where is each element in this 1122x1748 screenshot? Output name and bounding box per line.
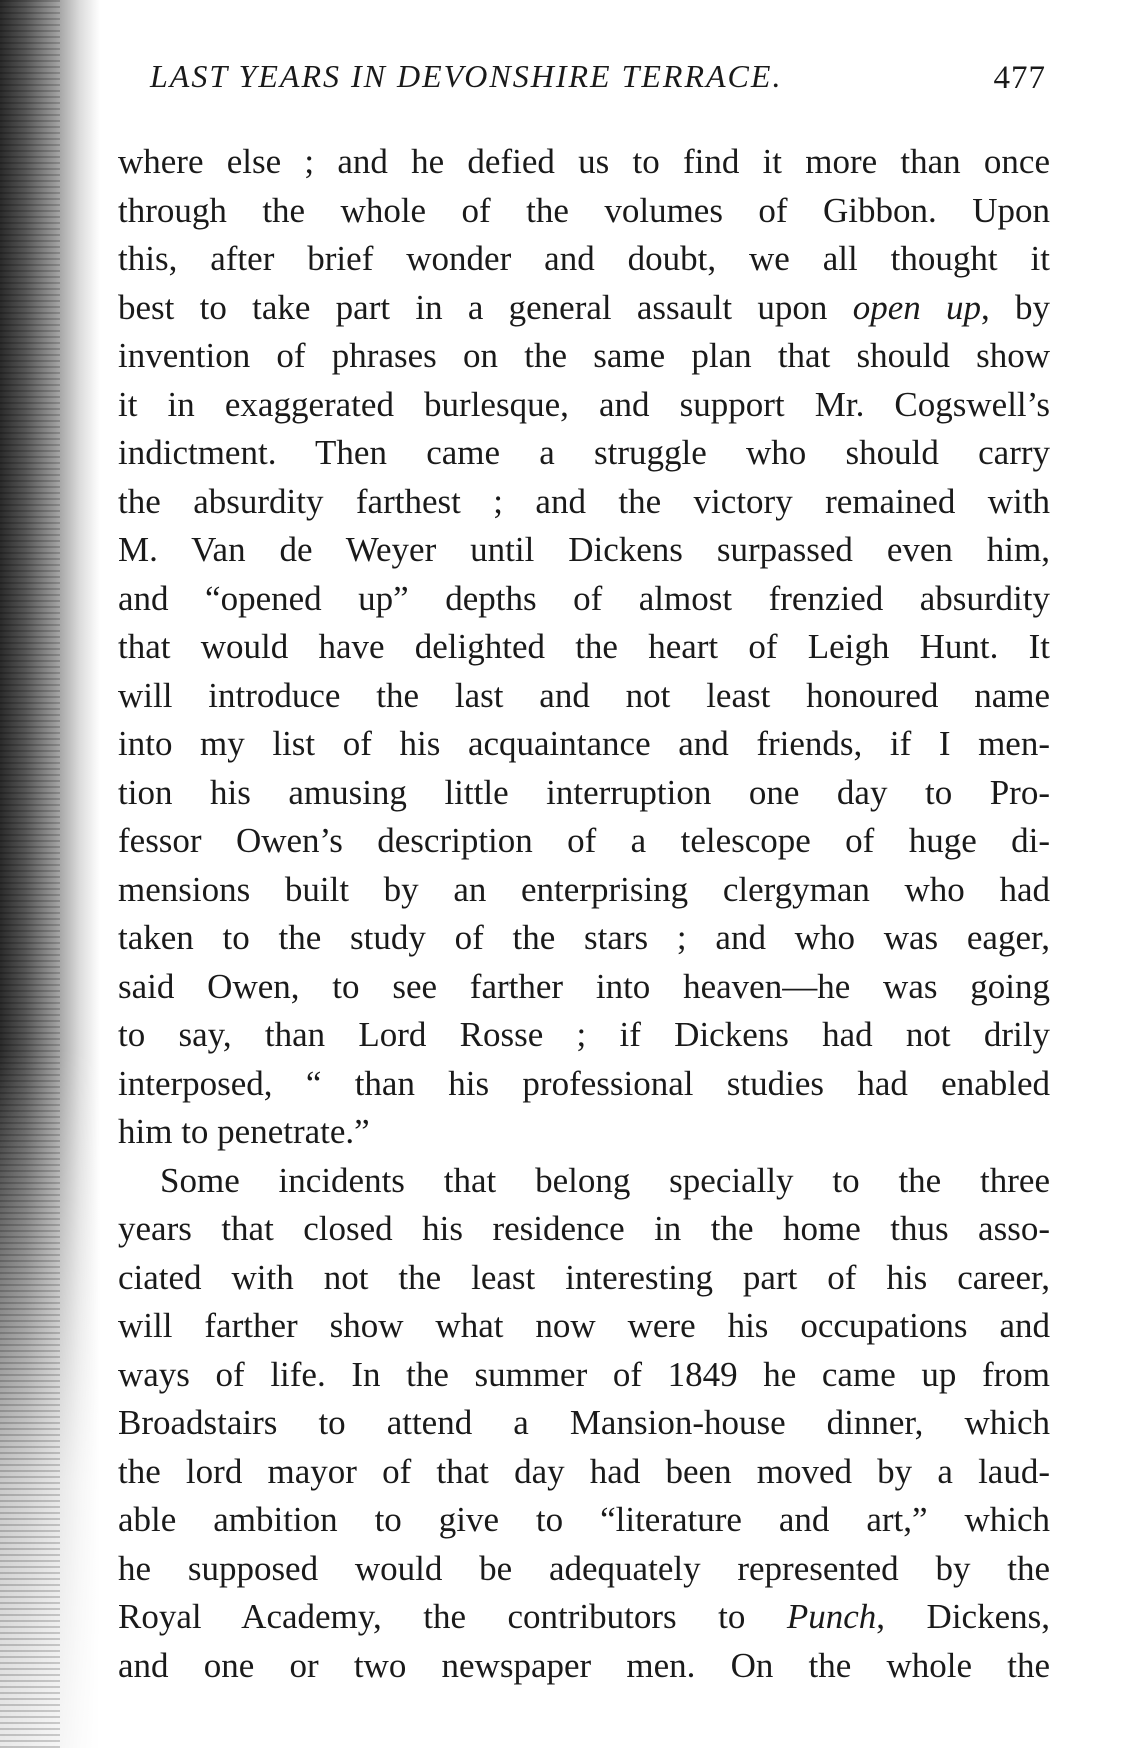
running-title: LAST YEARS IN DEVONSHIRE TERRACE. xyxy=(150,58,783,94)
text-line: able ambition to give to “literature and art,” which xyxy=(118,1500,1050,1539)
text-line: will farther show what now were his occupations and xyxy=(118,1306,1050,1345)
text-line: years that closed his residence in the home thus asso- xyxy=(118,1209,1050,1248)
text-line: tion his amusing little interruption one day to Pro- xyxy=(118,772,1050,812)
page-gutter-texture xyxy=(0,0,60,1748)
text-line: he supposed would be adequately represented by the xyxy=(118,1548,1050,1588)
text-line: this, after brief wonder and doubt, we all thought it xyxy=(118,239,1050,278)
page-header xyxy=(150,58,1050,102)
text-run: best to take part in a general assault upon xyxy=(118,287,853,327)
text-line xyxy=(118,284,1050,333)
italic-phrase: Punch xyxy=(786,1597,877,1636)
text-line: into my list of his acquaintance and friends, if I men- xyxy=(118,724,1050,763)
text-line: interposed, “ than his professional studies had enabled xyxy=(118,1063,1050,1103)
text-line: said Owen, to see farther into heaven—he was going xyxy=(118,966,1050,1006)
text-line: will introduce the last and not least honoured name xyxy=(118,675,1050,715)
page-number: 477 xyxy=(993,60,1046,96)
text-line xyxy=(118,1593,1050,1642)
text-line: ciated with not the least interesting part of his career, xyxy=(118,1257,1050,1297)
text-run: , by xyxy=(981,287,1051,327)
text-line: where else ; and he defied us to find it more than once xyxy=(118,142,1050,181)
text-line: taken to the study of the stars ; and who was eager, xyxy=(118,918,1050,957)
italic-phrase: open up xyxy=(852,287,981,327)
body-text xyxy=(118,138,1050,1690)
text-line: ways of life. In the summer of 1849 he came up from xyxy=(118,1354,1050,1394)
text-line: and “opened up” depths of almost frenzied absurdity xyxy=(118,578,1050,618)
text-line: that would have delighted the heart of Leigh Hunt. It xyxy=(118,627,1050,666)
text-run: , Dickens, xyxy=(876,1597,1050,1636)
text-line: it in exaggerated burlesque, and support Mr. Cogswell’s xyxy=(118,384,1050,424)
text-line: Broadstairs to attend a Mansion-house dinner, which xyxy=(118,1403,1050,1442)
text-line: through the whole of the volumes of Gibbon. Upon xyxy=(118,190,1050,230)
text-line: the lord mayor of that day had been moved by a laud- xyxy=(118,1451,1050,1491)
text-line: to say, than Lord Rosse ; if Dickens had not drily xyxy=(118,1015,1050,1054)
text-line: and one or two newspaper men. On the whole the xyxy=(118,1645,1050,1685)
text-line: indictment. Then came a struggle who should carry xyxy=(118,433,1050,472)
text-line: invention of phrases on the same plan that should show xyxy=(118,336,1050,375)
text-line: fessor Owen’s description of a telescope of huge di- xyxy=(118,821,1050,860)
text-line: M. Van de Weyer until Dickens surpassed even him, xyxy=(118,530,1050,569)
paragraph-start: Some incidents that belong specially to the three xyxy=(160,1160,1050,1200)
text-line: the absurdity farthest ; and the victory remained with xyxy=(118,481,1050,521)
text-line: mensions built by an enterprising clergyman who had xyxy=(118,869,1050,909)
text-line: him to penetrate.” xyxy=(118,1112,370,1151)
text-run: Royal Academy, the contributors to xyxy=(118,1597,787,1636)
